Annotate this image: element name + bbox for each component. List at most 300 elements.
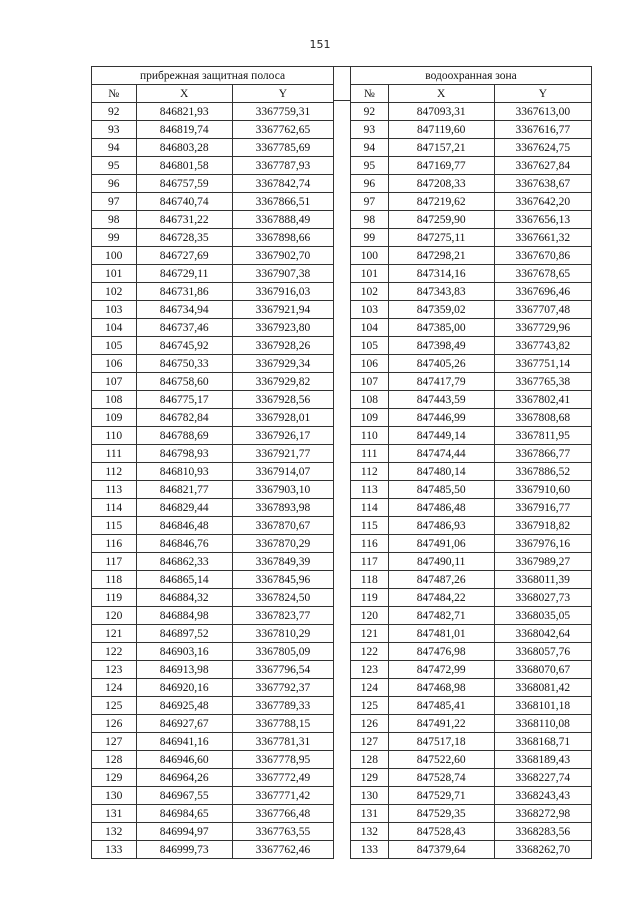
coastal-protection-strip-table	[91, 66, 334, 859]
y-coordinate-cell: 3368189,43	[494, 751, 591, 769]
y-coordinate-cell: 3368272,98	[494, 805, 591, 823]
x-coordinate-cell: 847468,98	[388, 679, 494, 697]
y-coordinate-cell: 3367763,55	[232, 823, 333, 841]
x-coordinate-cell: 846737,46	[136, 319, 232, 337]
y-coordinate-cell: 3367787,93	[232, 157, 333, 175]
point-number-cell: 100	[92, 247, 137, 265]
table-row	[92, 715, 334, 733]
table-row	[92, 157, 334, 175]
table-row	[351, 535, 592, 553]
x-coordinate-cell: 847485,50	[388, 481, 494, 499]
y-coordinate-cell: 3367928,01	[232, 409, 333, 427]
x-coordinate-cell: 847491,06	[388, 535, 494, 553]
point-number-cell: 106	[92, 355, 137, 373]
x-coordinate-cell: 846758,60	[136, 373, 232, 391]
table-row	[92, 787, 334, 805]
y-coordinate-cell: 3367921,94	[232, 301, 333, 319]
point-number-cell: 94	[351, 139, 389, 157]
point-number-cell: 132	[92, 823, 137, 841]
y-coordinate-cell: 3368262,70	[494, 841, 591, 859]
table-row	[92, 661, 334, 679]
table-row	[351, 769, 592, 787]
x-coordinate-cell: 846750,33	[136, 355, 232, 373]
x-coordinate-cell: 846920,16	[136, 679, 232, 697]
x-coordinate-cell: 847486,93	[388, 517, 494, 535]
table-row	[351, 571, 592, 589]
x-coordinate-cell: 846757,59	[136, 175, 232, 193]
y-coordinate-cell: 3367751,14	[494, 355, 591, 373]
point-number-cell: 107	[351, 373, 389, 391]
y-coordinate-cell: 3367928,56	[232, 391, 333, 409]
point-number-cell: 97	[351, 193, 389, 211]
y-coordinate-cell: 3367729,96	[494, 319, 591, 337]
y-coordinate-cell: 3367627,84	[494, 157, 591, 175]
table-row	[92, 535, 334, 553]
table-row	[92, 121, 334, 139]
x-coordinate-cell: 847259,90	[388, 211, 494, 229]
x-coordinate-cell: 846999,73	[136, 841, 232, 859]
x-coordinate-cell: 847485,41	[388, 697, 494, 715]
table-row	[92, 697, 334, 715]
x-coordinate-cell: 847343,83	[388, 283, 494, 301]
y-coordinate-cell: 3367638,67	[494, 175, 591, 193]
x-coordinate-cell: 846829,44	[136, 499, 232, 517]
x-coordinate-cell: 846884,32	[136, 589, 232, 607]
point-number-cell: 126	[351, 715, 389, 733]
x-coordinate-cell: 847522,60	[388, 751, 494, 769]
y-coordinate-cell: 3367670,86	[494, 247, 591, 265]
y-coordinate-cell: 3367845,96	[232, 571, 333, 589]
x-coordinate-cell: 846903,16	[136, 643, 232, 661]
y-coordinate-cell: 3367762,46	[232, 841, 333, 859]
y-coordinate-cell: 3367771,42	[232, 787, 333, 805]
x-coordinate-cell: 846731,86	[136, 283, 232, 301]
x-coordinate-cell: 847481,01	[388, 625, 494, 643]
table-row	[351, 643, 592, 661]
x-coordinate-cell: 846729,11	[136, 265, 232, 283]
table-row	[92, 247, 334, 265]
point-number-cell: 129	[351, 769, 389, 787]
x-coordinate-cell: 847491,22	[388, 715, 494, 733]
y-coordinate-cell: 3367902,70	[232, 247, 333, 265]
point-number-cell: 99	[92, 229, 137, 247]
column-header-y: Y	[494, 85, 591, 103]
table-row	[351, 103, 592, 121]
table-row	[92, 193, 334, 211]
x-coordinate-cell: 847529,35	[388, 805, 494, 823]
table-row	[92, 301, 334, 319]
point-number-cell: 132	[351, 823, 389, 841]
point-number-cell: 121	[351, 625, 389, 643]
table-row	[351, 751, 592, 769]
point-number-cell: 97	[92, 193, 137, 211]
x-coordinate-cell: 847405,26	[388, 355, 494, 373]
table-row	[92, 265, 334, 283]
table-row	[92, 517, 334, 535]
table-row	[351, 355, 592, 373]
point-number-cell: 123	[351, 661, 389, 679]
point-number-cell: 95	[351, 157, 389, 175]
y-coordinate-cell: 3367616,77	[494, 121, 591, 139]
point-number-cell: 121	[92, 625, 137, 643]
x-coordinate-cell: 847449,14	[388, 427, 494, 445]
x-coordinate-cell: 847529,71	[388, 787, 494, 805]
table-row	[351, 679, 592, 697]
y-coordinate-cell: 3367824,50	[232, 589, 333, 607]
x-coordinate-cell: 846862,33	[136, 553, 232, 571]
table-row	[351, 697, 592, 715]
point-number-cell: 94	[92, 139, 137, 157]
table-row	[92, 769, 334, 787]
point-number-cell: 103	[92, 301, 137, 319]
table-row	[351, 499, 592, 517]
x-coordinate-cell: 846821,93	[136, 103, 232, 121]
table-row	[92, 823, 334, 841]
table-row	[92, 805, 334, 823]
point-number-cell: 123	[92, 661, 137, 679]
x-coordinate-cell: 846946,60	[136, 751, 232, 769]
table-row	[351, 607, 592, 625]
y-coordinate-cell: 3367910,60	[494, 481, 591, 499]
point-number-cell: 113	[92, 481, 137, 499]
y-coordinate-cell: 3367707,48	[494, 301, 591, 319]
point-number-cell: 100	[351, 247, 389, 265]
table-row	[351, 211, 592, 229]
y-coordinate-cell: 3367613,00	[494, 103, 591, 121]
y-coordinate-cell: 3367823,77	[232, 607, 333, 625]
x-coordinate-cell: 846782,84	[136, 409, 232, 427]
table-row	[92, 607, 334, 625]
table-row	[351, 589, 592, 607]
x-coordinate-cell: 847208,33	[388, 175, 494, 193]
table-row	[92, 643, 334, 661]
y-coordinate-cell: 3367928,26	[232, 337, 333, 355]
x-coordinate-cell: 847219,62	[388, 193, 494, 211]
point-number-cell: 131	[92, 805, 137, 823]
table-row	[351, 715, 592, 733]
x-coordinate-cell: 847314,16	[388, 265, 494, 283]
point-number-cell: 108	[351, 391, 389, 409]
point-number-cell: 120	[351, 607, 389, 625]
x-coordinate-cell: 846801,58	[136, 157, 232, 175]
point-number-cell: 103	[351, 301, 389, 319]
y-coordinate-cell: 3367765,38	[494, 373, 591, 391]
point-number-cell: 128	[351, 751, 389, 769]
y-coordinate-cell: 3367870,67	[232, 517, 333, 535]
point-number-cell: 105	[351, 337, 389, 355]
point-number-cell: 98	[92, 211, 137, 229]
table-row	[351, 139, 592, 157]
y-coordinate-cell: 3367811,95	[494, 427, 591, 445]
x-coordinate-cell: 847528,74	[388, 769, 494, 787]
x-coordinate-cell: 846775,17	[136, 391, 232, 409]
table-row	[351, 733, 592, 751]
y-coordinate-cell: 3368168,71	[494, 733, 591, 751]
table-row	[92, 229, 334, 247]
x-coordinate-cell: 846994,97	[136, 823, 232, 841]
point-number-cell: 115	[351, 517, 389, 535]
table-row	[92, 751, 334, 769]
table-row	[92, 445, 334, 463]
point-number-cell: 104	[92, 319, 137, 337]
point-number-cell: 96	[351, 175, 389, 193]
y-coordinate-cell: 3367642,20	[494, 193, 591, 211]
table-row	[351, 625, 592, 643]
table-row	[92, 319, 334, 337]
x-coordinate-cell: 846803,28	[136, 139, 232, 157]
table-gap	[334, 66, 350, 101]
point-number-cell: 96	[92, 175, 137, 193]
point-number-cell: 116	[351, 535, 389, 553]
point-number-cell: 102	[92, 283, 137, 301]
y-coordinate-cell: 3367907,38	[232, 265, 333, 283]
y-coordinate-cell: 3367792,37	[232, 679, 333, 697]
column-header-x: X	[136, 85, 232, 103]
x-coordinate-cell: 847275,11	[388, 229, 494, 247]
y-coordinate-cell: 3367866,77	[494, 445, 591, 463]
point-number-cell: 101	[351, 265, 389, 283]
x-coordinate-cell: 847379,64	[388, 841, 494, 859]
point-number-cell: 109	[92, 409, 137, 427]
x-coordinate-cell: 846865,14	[136, 571, 232, 589]
y-coordinate-cell: 3367849,39	[232, 553, 333, 571]
table-row	[351, 301, 592, 319]
table-row	[351, 193, 592, 211]
x-coordinate-cell: 847480,14	[388, 463, 494, 481]
y-coordinate-cell: 3367893,98	[232, 499, 333, 517]
x-coordinate-cell: 847398,49	[388, 337, 494, 355]
table-row	[92, 103, 334, 121]
table-row	[92, 553, 334, 571]
point-number-cell: 117	[351, 553, 389, 571]
point-number-cell: 130	[351, 787, 389, 805]
point-number-cell: 133	[351, 841, 389, 859]
x-coordinate-cell: 846897,52	[136, 625, 232, 643]
point-number-cell: 107	[92, 373, 137, 391]
table-row	[351, 661, 592, 679]
y-coordinate-cell: 3367766,48	[232, 805, 333, 823]
table-row	[92, 679, 334, 697]
point-number-cell: 116	[92, 535, 137, 553]
x-coordinate-cell: 847446,99	[388, 409, 494, 427]
table-row	[351, 265, 592, 283]
y-coordinate-cell: 3367772,49	[232, 769, 333, 787]
y-coordinate-cell: 3367918,82	[494, 517, 591, 535]
table-row	[351, 229, 592, 247]
x-coordinate-cell: 846846,48	[136, 517, 232, 535]
y-coordinate-cell: 3367866,51	[232, 193, 333, 211]
table-row	[351, 283, 592, 301]
y-coordinate-cell: 3367976,16	[494, 535, 591, 553]
point-number-cell: 111	[92, 445, 137, 463]
y-coordinate-cell: 3368081,42	[494, 679, 591, 697]
table-title: прибрежная защитная полоса	[92, 67, 334, 85]
point-number-cell: 114	[92, 499, 137, 517]
table-row	[351, 823, 592, 841]
y-coordinate-cell: 3367916,03	[232, 283, 333, 301]
x-coordinate-cell: 847487,26	[388, 571, 494, 589]
y-coordinate-cell: 3367743,82	[494, 337, 591, 355]
x-coordinate-cell: 846819,74	[136, 121, 232, 139]
column-header-y: Y	[232, 85, 333, 103]
x-coordinate-cell: 846745,92	[136, 337, 232, 355]
point-number-cell: 127	[92, 733, 137, 751]
y-coordinate-cell: 3367898,66	[232, 229, 333, 247]
water-protection-zone-table	[350, 66, 592, 859]
point-number-cell: 112	[351, 463, 389, 481]
table-row	[92, 841, 334, 859]
y-coordinate-cell: 3367656,13	[494, 211, 591, 229]
y-coordinate-cell: 3367888,49	[232, 211, 333, 229]
x-coordinate-cell: 847298,21	[388, 247, 494, 265]
table-row	[92, 355, 334, 373]
x-coordinate-cell: 846884,98	[136, 607, 232, 625]
x-coordinate-cell: 846846,76	[136, 535, 232, 553]
table-row	[92, 427, 334, 445]
point-number-cell: 92	[92, 103, 137, 121]
y-coordinate-cell: 3368283,56	[494, 823, 591, 841]
point-number-cell: 120	[92, 607, 137, 625]
x-coordinate-cell: 846798,93	[136, 445, 232, 463]
y-coordinate-cell: 3368057,76	[494, 643, 591, 661]
x-coordinate-cell: 846727,69	[136, 247, 232, 265]
y-coordinate-cell: 3367989,27	[494, 553, 591, 571]
y-coordinate-cell: 3367929,34	[232, 355, 333, 373]
x-coordinate-cell: 847472,99	[388, 661, 494, 679]
point-number-cell: 98	[351, 211, 389, 229]
y-coordinate-cell: 3368110,08	[494, 715, 591, 733]
y-coordinate-cell: 3367624,75	[494, 139, 591, 157]
point-number-cell: 124	[351, 679, 389, 697]
table-row	[92, 571, 334, 589]
y-coordinate-cell: 3367789,33	[232, 697, 333, 715]
point-number-cell: 110	[351, 427, 389, 445]
y-coordinate-cell: 3367785,69	[232, 139, 333, 157]
point-number-cell: 95	[92, 157, 137, 175]
point-number-cell: 129	[92, 769, 137, 787]
point-number-cell: 119	[351, 589, 389, 607]
x-coordinate-cell: 846941,16	[136, 733, 232, 751]
column-header-number: №	[92, 85, 137, 103]
table-row	[351, 157, 592, 175]
x-coordinate-cell: 846927,67	[136, 715, 232, 733]
table-row	[92, 499, 334, 517]
y-coordinate-cell: 3367842,74	[232, 175, 333, 193]
table-row	[92, 589, 334, 607]
table-row	[351, 481, 592, 499]
table-row	[92, 625, 334, 643]
x-coordinate-cell: 847476,98	[388, 643, 494, 661]
x-coordinate-cell: 847484,22	[388, 589, 494, 607]
y-coordinate-cell: 3367762,65	[232, 121, 333, 139]
table-row	[351, 373, 592, 391]
table-row	[351, 175, 592, 193]
y-coordinate-cell: 3367870,29	[232, 535, 333, 553]
x-coordinate-cell: 847157,21	[388, 139, 494, 157]
point-number-cell: 114	[351, 499, 389, 517]
y-coordinate-cell: 3367921,77	[232, 445, 333, 463]
table-row	[351, 337, 592, 355]
y-coordinate-cell: 3368042,64	[494, 625, 591, 643]
point-number-cell: 104	[351, 319, 389, 337]
point-number-cell: 113	[351, 481, 389, 499]
point-number-cell: 130	[92, 787, 137, 805]
x-coordinate-cell: 846964,26	[136, 769, 232, 787]
point-number-cell: 131	[351, 805, 389, 823]
point-number-cell: 92	[351, 103, 389, 121]
y-coordinate-cell: 3367929,82	[232, 373, 333, 391]
table-title: водоохранная зона	[351, 67, 592, 85]
y-coordinate-cell: 3367914,07	[232, 463, 333, 481]
table-row	[92, 373, 334, 391]
table-row	[92, 211, 334, 229]
x-coordinate-cell: 846810,93	[136, 463, 232, 481]
x-coordinate-cell: 846788,69	[136, 427, 232, 445]
point-number-cell: 118	[351, 571, 389, 589]
point-number-cell: 126	[92, 715, 137, 733]
x-coordinate-cell: 846740,74	[136, 193, 232, 211]
table-row	[351, 409, 592, 427]
y-coordinate-cell: 3368227,74	[494, 769, 591, 787]
x-coordinate-cell: 847359,02	[388, 301, 494, 319]
y-coordinate-cell: 3367781,31	[232, 733, 333, 751]
y-coordinate-cell: 3367903,10	[232, 481, 333, 499]
table-row	[92, 283, 334, 301]
point-number-cell: 117	[92, 553, 137, 571]
table-row	[92, 409, 334, 427]
y-coordinate-cell: 3368035,05	[494, 607, 591, 625]
point-number-cell: 99	[351, 229, 389, 247]
table-row	[351, 787, 592, 805]
x-coordinate-cell: 847482,71	[388, 607, 494, 625]
y-coordinate-cell: 3367678,65	[494, 265, 591, 283]
table-row	[351, 517, 592, 535]
y-coordinate-cell: 3368101,18	[494, 697, 591, 715]
x-coordinate-cell: 847474,44	[388, 445, 494, 463]
point-number-cell: 106	[351, 355, 389, 373]
point-number-cell: 112	[92, 463, 137, 481]
table-row	[351, 805, 592, 823]
table-row	[351, 445, 592, 463]
y-coordinate-cell: 3368243,43	[494, 787, 591, 805]
point-number-cell: 105	[92, 337, 137, 355]
page-number: 151	[309, 38, 331, 51]
x-coordinate-cell: 847517,18	[388, 733, 494, 751]
x-coordinate-cell: 847093,31	[388, 103, 494, 121]
x-coordinate-cell: 846925,48	[136, 697, 232, 715]
table-row	[92, 337, 334, 355]
table-row	[351, 463, 592, 481]
point-number-cell: 122	[92, 643, 137, 661]
y-coordinate-cell: 3367916,77	[494, 499, 591, 517]
y-coordinate-cell: 3367796,54	[232, 661, 333, 679]
point-number-cell: 101	[92, 265, 137, 283]
table-row	[92, 733, 334, 751]
point-number-cell: 127	[351, 733, 389, 751]
table-row	[351, 553, 592, 571]
y-coordinate-cell: 3367696,46	[494, 283, 591, 301]
point-number-cell: 115	[92, 517, 137, 535]
column-header-x: X	[388, 85, 494, 103]
x-coordinate-cell: 847490,11	[388, 553, 494, 571]
x-coordinate-cell: 846728,35	[136, 229, 232, 247]
y-coordinate-cell: 3367810,29	[232, 625, 333, 643]
x-coordinate-cell: 846734,94	[136, 301, 232, 319]
y-coordinate-cell: 3367926,17	[232, 427, 333, 445]
x-coordinate-cell: 847119,60	[388, 121, 494, 139]
x-coordinate-cell: 846913,98	[136, 661, 232, 679]
table-row	[92, 139, 334, 157]
